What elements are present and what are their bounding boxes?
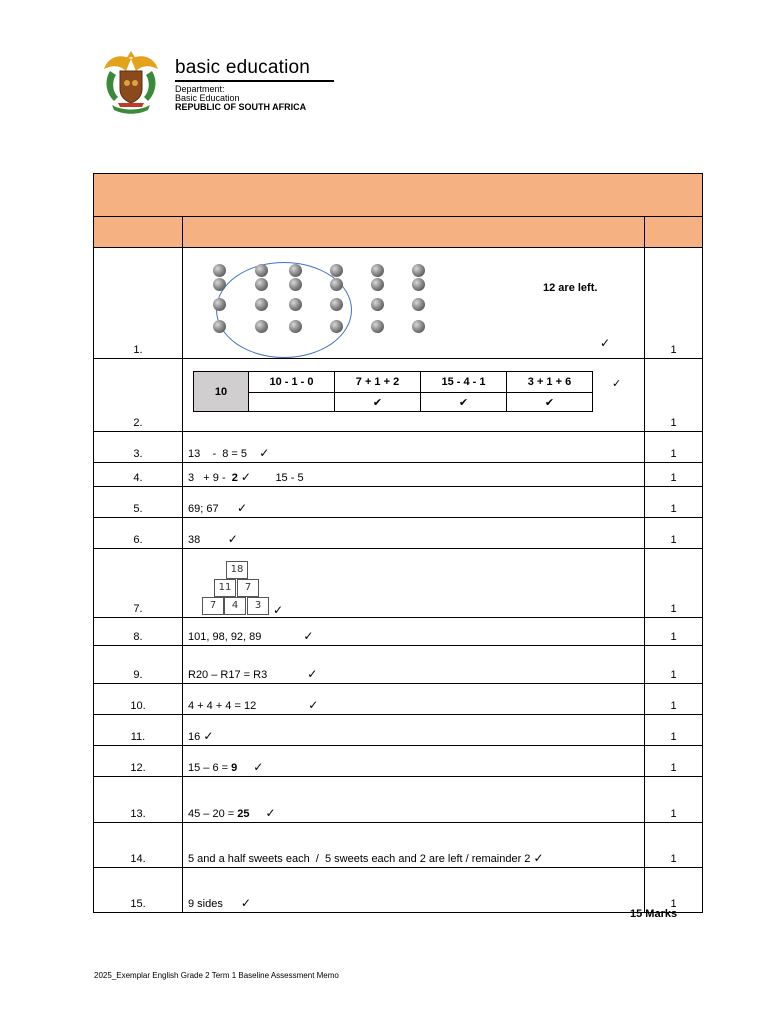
question-number: 3. bbox=[94, 432, 183, 463]
question-mark: 1 bbox=[645, 646, 703, 684]
counter-ball bbox=[371, 320, 384, 333]
question-number: 13. bbox=[94, 777, 183, 823]
tick-icon: ✓ bbox=[612, 378, 622, 390]
table-row bbox=[94, 868, 703, 913]
table-row bbox=[94, 432, 703, 463]
answer-bold: 25 bbox=[237, 808, 250, 820]
question-number: 14. bbox=[94, 823, 183, 868]
table-row bbox=[94, 549, 703, 618]
tick-icon: ✓ bbox=[273, 603, 284, 617]
expression-cell: 15 - 4 - 1 bbox=[421, 372, 507, 393]
header-answer-cell bbox=[183, 217, 645, 248]
question-number: 7. bbox=[94, 549, 183, 618]
counter-ball bbox=[330, 264, 343, 277]
number-sentence-table-wrap bbox=[188, 359, 644, 429]
question-mark: 1 bbox=[645, 618, 703, 646]
question-answer bbox=[183, 463, 645, 487]
table-header-row bbox=[94, 217, 703, 248]
counter-ball bbox=[330, 298, 343, 311]
question-mark: 1 bbox=[645, 487, 703, 518]
tick-icon: ✓ bbox=[227, 532, 238, 546]
table-row bbox=[94, 518, 703, 549]
memo-table bbox=[93, 173, 703, 913]
question-answer bbox=[183, 684, 645, 715]
tick-icon: ✓ bbox=[240, 896, 251, 910]
question-number: 15. bbox=[94, 868, 183, 913]
table-row bbox=[94, 823, 703, 868]
question-mark: 1 bbox=[645, 549, 703, 618]
question-mark: 1 bbox=[645, 432, 703, 463]
table-row bbox=[94, 646, 703, 684]
coat-of-arms-icon bbox=[100, 47, 162, 117]
answer-text: 4 + 4 + 4 = 12 bbox=[188, 700, 257, 712]
empty-tick-cell bbox=[249, 393, 335, 412]
question-number: 2. bbox=[94, 359, 183, 432]
table-row bbox=[94, 684, 703, 715]
question-mark: 1 bbox=[645, 684, 703, 715]
tick-icon: ✓ bbox=[308, 698, 319, 712]
table-row bbox=[94, 746, 703, 777]
table-row bbox=[94, 777, 703, 823]
answer-text: 3 + 9 - bbox=[188, 472, 226, 484]
question-number: 1. bbox=[94, 248, 183, 359]
page-footer: 2025_Exemplar English Grade 2 Term 1 Baseline Assessment Memo bbox=[94, 971, 339, 980]
logo-line-basic-education: Basic Education bbox=[175, 93, 240, 103]
table-row bbox=[94, 463, 703, 487]
counter-ball bbox=[371, 264, 384, 277]
question-mark: 1 bbox=[645, 746, 703, 777]
question-mark: 1 bbox=[645, 823, 703, 868]
answer-text: 15 – 6 = bbox=[188, 762, 229, 774]
tick-icon: ✔ bbox=[507, 393, 593, 412]
question-mark: 1 bbox=[645, 868, 703, 913]
department-logo bbox=[94, 45, 337, 119]
logo-line-department: Department: bbox=[175, 84, 225, 94]
expression-cell: 10 - 1 - 0 bbox=[249, 372, 335, 393]
table-row bbox=[94, 618, 703, 646]
counter-ball bbox=[255, 298, 268, 311]
counter-ball bbox=[255, 320, 268, 333]
table-row bbox=[94, 359, 703, 432]
number-pyramid-wrap bbox=[188, 549, 644, 615]
table-row bbox=[94, 487, 703, 518]
answer-text: 9 sides bbox=[188, 898, 223, 910]
tick-icon: ✓ bbox=[600, 336, 611, 350]
answer-text: 69; 67 bbox=[188, 503, 219, 515]
question-mark: 1 bbox=[645, 715, 703, 746]
question-number: 10. bbox=[94, 684, 183, 715]
pyramid-cell: 11 bbox=[214, 579, 236, 597]
counter-ball bbox=[213, 298, 226, 311]
counter-ball bbox=[371, 278, 384, 291]
question-answer bbox=[183, 518, 645, 549]
logo-rule bbox=[175, 80, 334, 82]
table-row bbox=[94, 715, 703, 746]
logo-title: basic education bbox=[175, 57, 311, 78]
answer-text: 13 - 8 = 5 bbox=[188, 448, 248, 460]
expression-cell: 7 + 1 + 2 bbox=[335, 372, 421, 393]
counter-ball bbox=[289, 320, 302, 333]
answer-text: R20 – R17 = R3 bbox=[188, 669, 268, 681]
counter-ball bbox=[412, 278, 425, 291]
pyramid-cell: 7 bbox=[202, 597, 224, 615]
counter-ball bbox=[330, 320, 343, 333]
total-marks: 15 Marks bbox=[630, 908, 678, 920]
tick-icon: ✓ bbox=[236, 501, 247, 515]
pyramid-cell: 3 bbox=[247, 597, 269, 615]
tick-icon: ✔ bbox=[421, 393, 507, 412]
question-mark: 1 bbox=[645, 518, 703, 549]
tick-icon: ✓ bbox=[240, 470, 251, 484]
tick-icon: ✓ bbox=[259, 446, 270, 460]
counter-ball bbox=[289, 298, 302, 311]
answer-text: 5 and a half sweets each / 5 sweets each and 2 are left / remainder 2 bbox=[188, 853, 531, 865]
header-mark-cell bbox=[645, 217, 703, 248]
question-number: 6. bbox=[94, 518, 183, 549]
counter-ball bbox=[412, 320, 425, 333]
question-mark: 1 bbox=[645, 777, 703, 823]
tick-icon: ✓ bbox=[533, 851, 544, 865]
answer-text: 16 bbox=[188, 731, 201, 743]
table-row bbox=[94, 248, 703, 359]
question-number: 8. bbox=[94, 618, 183, 646]
counter-ball bbox=[289, 264, 302, 277]
pyramid-cell: 18 bbox=[226, 561, 248, 579]
pyramid-cell: 7 bbox=[237, 579, 259, 597]
question-answer bbox=[183, 646, 645, 684]
counters-diagram bbox=[188, 248, 644, 356]
question-answer bbox=[183, 618, 645, 646]
question-answer bbox=[183, 248, 645, 359]
counter-ball bbox=[371, 298, 384, 311]
number-pyramid bbox=[196, 561, 276, 621]
answer-text: 45 – 20 = bbox=[188, 808, 235, 820]
table-title-cell bbox=[94, 174, 703, 217]
tick-icon: ✓ bbox=[265, 806, 276, 820]
pyramid-cell: 4 bbox=[224, 597, 246, 615]
counter-ball bbox=[330, 278, 343, 291]
tick-icon: ✔ bbox=[335, 393, 421, 412]
counter-ball bbox=[289, 278, 302, 291]
counter-ball bbox=[213, 320, 226, 333]
question-answer bbox=[183, 549, 645, 618]
counter-ball bbox=[412, 264, 425, 277]
table-title-row bbox=[94, 174, 703, 217]
question-answer bbox=[183, 715, 645, 746]
question-answer bbox=[183, 432, 645, 463]
tick-icon: ✓ bbox=[307, 667, 318, 681]
expression-row bbox=[194, 372, 593, 393]
counter-ball bbox=[255, 264, 268, 277]
tick-icon: ✓ bbox=[203, 729, 214, 743]
answer-bold: 2 bbox=[231, 472, 238, 484]
counter-ball bbox=[213, 264, 226, 277]
question-answer bbox=[183, 823, 645, 868]
tick-row bbox=[194, 393, 593, 412]
question-mark: 1 bbox=[645, 463, 703, 487]
question-number: 9. bbox=[94, 646, 183, 684]
counter-ball bbox=[412, 298, 425, 311]
question-number: 5. bbox=[94, 487, 183, 518]
question-answer bbox=[183, 746, 645, 777]
question-number: 11. bbox=[94, 715, 183, 746]
number-sentence-table bbox=[193, 371, 593, 412]
answer-text: 12 are left. bbox=[543, 282, 598, 294]
answer-bold: 9 bbox=[231, 762, 238, 774]
question-number: 12. bbox=[94, 746, 183, 777]
answer-text: 15 - 5 bbox=[275, 472, 304, 484]
logo-line-country: REPUBLIC OF SOUTH AFRICA bbox=[175, 102, 307, 112]
question-answer bbox=[183, 359, 645, 432]
tick-icon: ✓ bbox=[303, 629, 314, 643]
question-answer bbox=[183, 777, 645, 823]
counter-ball bbox=[255, 278, 268, 291]
question-mark: 1 bbox=[645, 359, 703, 432]
counter-ball bbox=[213, 278, 226, 291]
question-mark: 1 bbox=[645, 248, 703, 359]
header-number-cell bbox=[94, 217, 183, 248]
expression-cell: 3 + 1 + 6 bbox=[507, 372, 593, 393]
circled-counters-oval bbox=[216, 262, 352, 358]
answer-text: 38 bbox=[188, 534, 201, 546]
target-number-cell: 10 bbox=[194, 372, 249, 412]
answer-text: 101, 98, 92, 89 bbox=[188, 631, 262, 643]
tick-icon: ✓ bbox=[253, 760, 264, 774]
question-answer bbox=[183, 868, 645, 913]
question-answer bbox=[183, 487, 645, 518]
question-number: 4. bbox=[94, 463, 183, 487]
